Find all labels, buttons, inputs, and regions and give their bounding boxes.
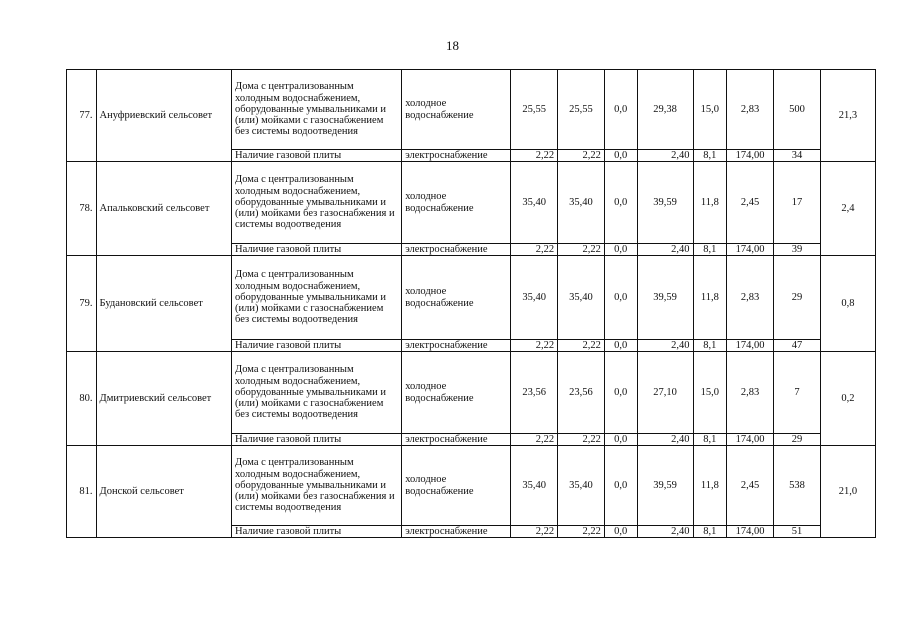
value-cell: 35,40: [558, 162, 605, 244]
value-cell: 2,22: [511, 150, 558, 162]
service-type: электроснабжение: [402, 150, 511, 162]
value-cell: 2,22: [558, 434, 605, 446]
value-cell: 2,83: [727, 352, 774, 434]
value-cell: 0,0: [604, 70, 637, 150]
service-type: электроснабжение: [402, 244, 511, 256]
value-cell: 39,59: [637, 446, 693, 526]
value-cell: 174,00: [727, 434, 774, 446]
value-cell: 8,1: [693, 244, 727, 256]
value-cell: 2,22: [558, 526, 605, 538]
value-cell: 2,22: [558, 340, 605, 352]
value-cell: 2,22: [511, 340, 558, 352]
value-cell: 8,1: [693, 526, 727, 538]
value-cell: 0,0: [604, 244, 637, 256]
service-type: холодное водоснабжение: [402, 256, 511, 340]
table-row: [67, 352, 876, 434]
service-type: холодное водоснабжение: [402, 352, 511, 434]
table-row: [67, 162, 876, 244]
value-cell: 35,40: [511, 256, 558, 340]
value-cell: 2,22: [511, 526, 558, 538]
value-cell: 39,59: [637, 162, 693, 244]
value-cell: 0,0: [604, 256, 637, 340]
value-cell: 35,40: [558, 256, 605, 340]
service-type: электроснабжение: [402, 526, 511, 538]
value-cell: 2,40: [637, 340, 693, 352]
value-cell: 2,22: [511, 434, 558, 446]
value-cell: 47: [774, 340, 821, 352]
service-type: холодное водоснабжение: [402, 70, 511, 150]
value-cell: 15,0: [693, 352, 727, 434]
housing-category: Дома с централизованным холодным водоснабжением, оборудованные умывальниками и (или) мойками без газоснабжения и системы водоотведения: [232, 446, 402, 526]
housing-category: Наличие газовой плиты: [232, 340, 402, 352]
value-cell: 538: [774, 446, 821, 526]
value-cell: 0,0: [604, 434, 637, 446]
value-cell: 0,0: [604, 352, 637, 434]
housing-category: Дома с централизованным холодным водоснабжением, оборудованные умывальниками и (или) мойками с газоснабжением без системы водоотведения: [232, 70, 402, 150]
housing-category: Наличие газовой плиты: [232, 526, 402, 538]
total-cell: 0,2: [820, 352, 875, 446]
total-cell: 0,8: [820, 256, 875, 352]
value-cell: 11,8: [693, 256, 727, 340]
service-type: электроснабжение: [402, 434, 511, 446]
value-cell: 500: [774, 70, 821, 150]
value-cell: 25,55: [558, 70, 605, 150]
housing-category: Наличие газовой плиты: [232, 150, 402, 162]
total-cell: 21,3: [820, 70, 875, 162]
total-cell: 21,0: [820, 446, 875, 538]
value-cell: 39,59: [637, 256, 693, 340]
housing-category: Дома с централизованным холодным водоснабжением, оборудованные умывальниками и (или) мойками с газоснабжением без системы водоотведения: [232, 352, 402, 434]
row-index: 78.: [67, 162, 97, 256]
value-cell: 35,40: [511, 162, 558, 244]
housing-category: Дома с централизованным холодным водоснабжением, оборудованные умывальниками и (или) мойками с газоснабжением без системы водоотведения: [232, 256, 402, 340]
tariff-table: [66, 69, 876, 538]
settlement-name: Апальковский сельсовет: [96, 162, 232, 256]
row-index: 80.: [67, 352, 97, 446]
value-cell: 25,55: [511, 70, 558, 150]
table-row: [67, 446, 876, 526]
settlement-name: Ануфриевский сельсовет: [96, 70, 232, 162]
value-cell: 0,0: [604, 446, 637, 526]
settlement-name: Будановский сельсовет: [96, 256, 232, 352]
service-type: холодное водоснабжение: [402, 446, 511, 526]
value-cell: 174,00: [727, 340, 774, 352]
table-row: [67, 70, 876, 150]
value-cell: 23,56: [511, 352, 558, 434]
value-cell: 2,22: [558, 150, 605, 162]
value-cell: 34: [774, 150, 821, 162]
value-cell: 2,40: [637, 434, 693, 446]
value-cell: 23,56: [558, 352, 605, 434]
value-cell: 8,1: [693, 340, 727, 352]
value-cell: 2,40: [637, 244, 693, 256]
value-cell: 29: [774, 256, 821, 340]
value-cell: 29,38: [637, 70, 693, 150]
value-cell: 8,1: [693, 150, 727, 162]
housing-category: Наличие газовой плиты: [232, 244, 402, 256]
value-cell: 8,1: [693, 434, 727, 446]
value-cell: 174,00: [727, 244, 774, 256]
value-cell: 29: [774, 434, 821, 446]
housing-category: Дома с централизованным холодным водоснабжением, оборудованные умывальниками и (или) мойками без газоснабжения и системы водоотведения: [232, 162, 402, 244]
value-cell: 2,45: [727, 162, 774, 244]
table-row: [67, 256, 876, 340]
value-cell: 0,0: [604, 526, 637, 538]
value-cell: 2,40: [637, 150, 693, 162]
value-cell: 35,40: [558, 446, 605, 526]
page-number: 18: [446, 38, 459, 53]
value-cell: 2,40: [637, 526, 693, 538]
settlement-name: Донской сельсовет: [96, 446, 232, 538]
value-cell: 0,0: [604, 340, 637, 352]
service-type: электроснабжение: [402, 340, 511, 352]
value-cell: 11,8: [693, 162, 727, 244]
value-cell: 174,00: [727, 150, 774, 162]
total-cell: 2,4: [820, 162, 875, 256]
value-cell: 2,22: [511, 244, 558, 256]
value-cell: 2,83: [727, 70, 774, 150]
row-index: 79.: [67, 256, 97, 352]
value-cell: 7: [774, 352, 821, 434]
value-cell: 35,40: [511, 446, 558, 526]
row-index: 77.: [67, 70, 97, 162]
value-cell: 51: [774, 526, 821, 538]
settlement-name: Дмитриевский сельсовет: [96, 352, 232, 446]
value-cell: 2,45: [727, 446, 774, 526]
value-cell: 11,8: [693, 446, 727, 526]
value-cell: 2,83: [727, 256, 774, 340]
value-cell: 15,0: [693, 70, 727, 150]
value-cell: 17: [774, 162, 821, 244]
value-cell: 0,0: [604, 150, 637, 162]
value-cell: 27,10: [637, 352, 693, 434]
value-cell: 0,0: [604, 162, 637, 244]
value-cell: 2,22: [558, 244, 605, 256]
service-type: холодное водоснабжение: [402, 162, 511, 244]
row-index: 81.: [67, 446, 97, 538]
housing-category: Наличие газовой плиты: [232, 434, 402, 446]
value-cell: 174,00: [727, 526, 774, 538]
value-cell: 39: [774, 244, 821, 256]
